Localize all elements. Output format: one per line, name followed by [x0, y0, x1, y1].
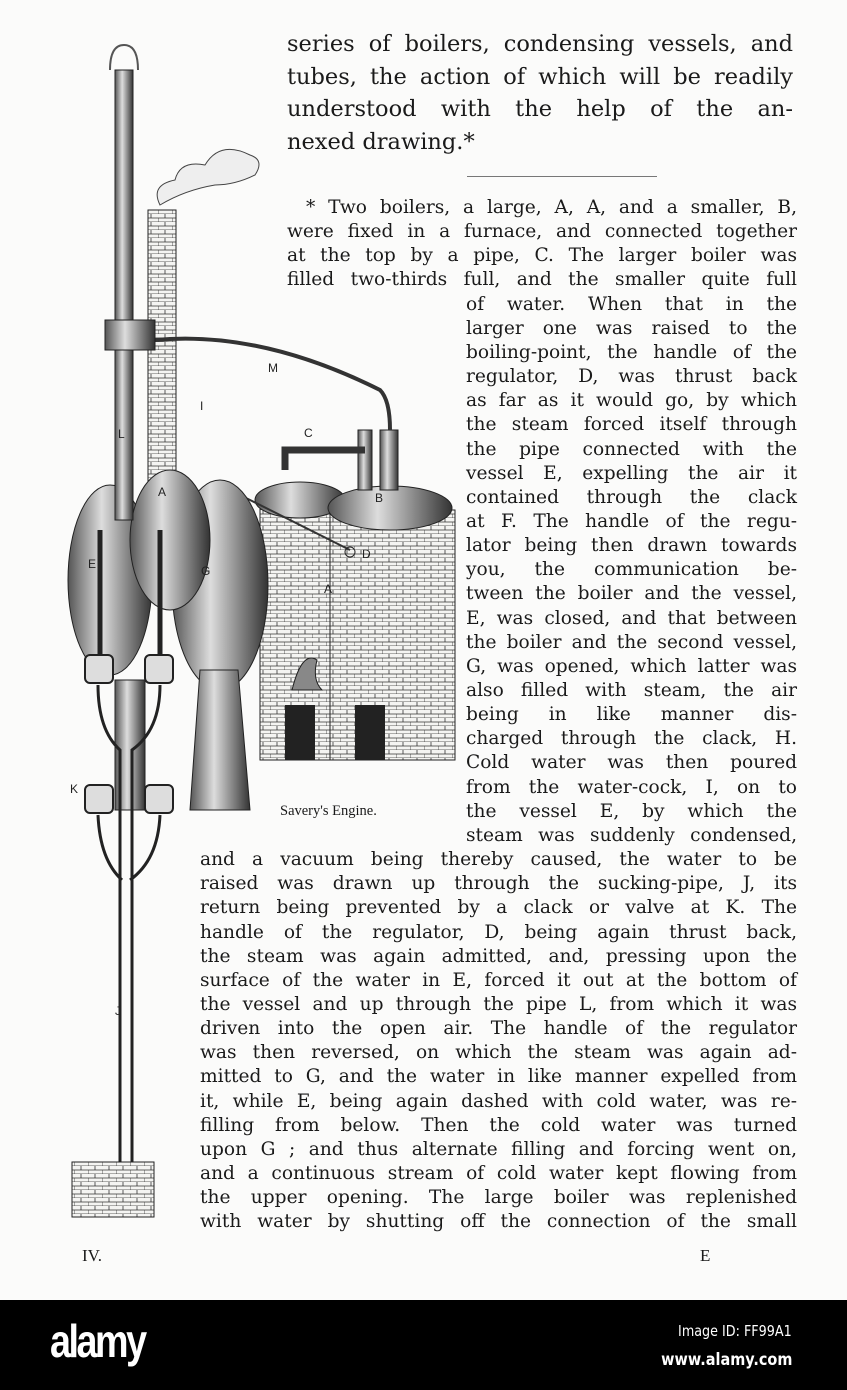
- label-i: I: [200, 399, 204, 413]
- footnote-line: at F. The handle of the regu-: [466, 510, 797, 532]
- footnote-line: the vessel E, by which the: [466, 800, 797, 822]
- footnote-line: surface of the water in E, forced it out at the bottom of: [200, 969, 797, 991]
- footnote-line: raised was drawn up through the sucking-pipe, J, its: [200, 873, 797, 895]
- footnote-line: filled two-thirds full, and the smaller quite full: [287, 269, 797, 291]
- intro-line: tubes, the action of which will be readily: [287, 63, 793, 90]
- footnote-line: and a vacuum being thereby caused, the water to be: [200, 849, 797, 871]
- footnote-line: being in like manner dis-: [466, 704, 797, 726]
- footnote-line: driven into the open air. The handle of the regulator: [200, 1018, 797, 1040]
- footnote-line: were fixed in a furnace, and connected together: [287, 221, 797, 243]
- footnote-line: at the top by a pipe, C. The larger boiler was: [287, 245, 797, 267]
- watermark-url: www.alamy.com: [660, 1350, 792, 1370]
- footnote-line: Cold water was then poured: [466, 752, 797, 774]
- footnote-divider: [467, 176, 657, 177]
- footnote-line: of water. When that in the: [466, 293, 797, 315]
- footnote-line: mitted to G, and the water in like manner expelled from: [200, 1066, 797, 1088]
- footnote-line: and a continuous stream of cold water kept flowing from: [200, 1163, 797, 1184]
- watermark-bar: [0, 1300, 847, 1390]
- footnote-line: larger one was raised to the: [466, 317, 797, 339]
- footnote-line: E, was closed, and that between: [466, 607, 797, 629]
- intro-line: understood with the help of the an-: [287, 96, 793, 122]
- footnote-line: contained through the clack: [466, 486, 797, 508]
- footnote-line: filling from below. Then the cold water was turned: [200, 1114, 797, 1136]
- footnote-line: G, was opened, which latter was: [466, 655, 797, 677]
- label-b: B: [375, 491, 384, 505]
- footnote-line: charged through the clack, H.: [466, 728, 797, 750]
- footnote-line: the steam was again admitted, and, pressing upon the: [200, 945, 797, 967]
- footnote-line: the steam forced itself through: [466, 414, 797, 436]
- footnote-line: * Two boilers, a large, A, A, and a smaller, B,: [306, 197, 797, 218]
- label-m: M: [268, 361, 278, 375]
- label-l: L: [118, 427, 125, 441]
- label-d: D: [362, 547, 371, 561]
- footnote-line: the boiler and the second vessel,: [466, 631, 797, 653]
- footnote-line: was then reversed, on which the steam was again ad-: [200, 1042, 797, 1064]
- image-id: Image ID: FF99A1: [678, 1322, 792, 1340]
- footnote-line: lator being then drawn towards: [466, 535, 797, 557]
- label-k: K: [70, 782, 79, 796]
- intro-line: nexed drawing.*: [287, 128, 475, 155]
- footnote-line: boiling-point, the handle of the: [466, 341, 797, 363]
- footnote-line: tween the boiler and the vessel,: [466, 583, 797, 605]
- footnote-line: vessel E, expelling the air it: [466, 462, 797, 484]
- footnote-line: as far as it would go, by which: [466, 390, 797, 412]
- intro-line: series of boilers, condensing vessels, and: [287, 31, 793, 57]
- folio-left: IV.: [82, 1246, 102, 1265]
- footnote-line: steam was suddenly condensed,: [466, 824, 797, 846]
- footnote-line: you, the communication be-: [466, 559, 797, 581]
- figure-caption: Savery's Engine.: [280, 803, 377, 819]
- footnote-line: return being prevented by a clack or valve at K. The: [200, 897, 797, 919]
- alamy-logo: alamy: [50, 1315, 145, 1367]
- label-a2: A: [324, 582, 333, 596]
- footnote-line: upon G ; and thus alternate filling and forcing went on,: [200, 1138, 797, 1160]
- footnote-line: with water by shutting off the connection of the small: [200, 1211, 797, 1233]
- label-j: J: [115, 1004, 121, 1018]
- label-a1: A: [158, 485, 167, 499]
- savery-engine-illustration: [60, 30, 470, 1230]
- footnote-line: the upper opening. The large boiler was replenished: [200, 1187, 797, 1209]
- footnote-line: the vessel and up through the pipe L, from which it was: [200, 993, 797, 1015]
- footnote-line: regulator, D, was thrust back: [466, 366, 797, 388]
- label-g: G: [201, 564, 211, 578]
- footnote-line: also filled with steam, the air: [466, 680, 797, 701]
- folio-right: E: [700, 1246, 711, 1265]
- footnote-line: from the water-cock, I, on to: [466, 776, 797, 798]
- label-e: E: [88, 557, 97, 571]
- footnote-line: it, while E, being again dashed with cold water, was re-: [200, 1090, 797, 1112]
- label-c: C: [304, 426, 313, 440]
- footnote-line: the pipe connected with the: [466, 438, 797, 460]
- footnote-line: handle of the regulator, D, being again thrust back,: [200, 921, 797, 943]
